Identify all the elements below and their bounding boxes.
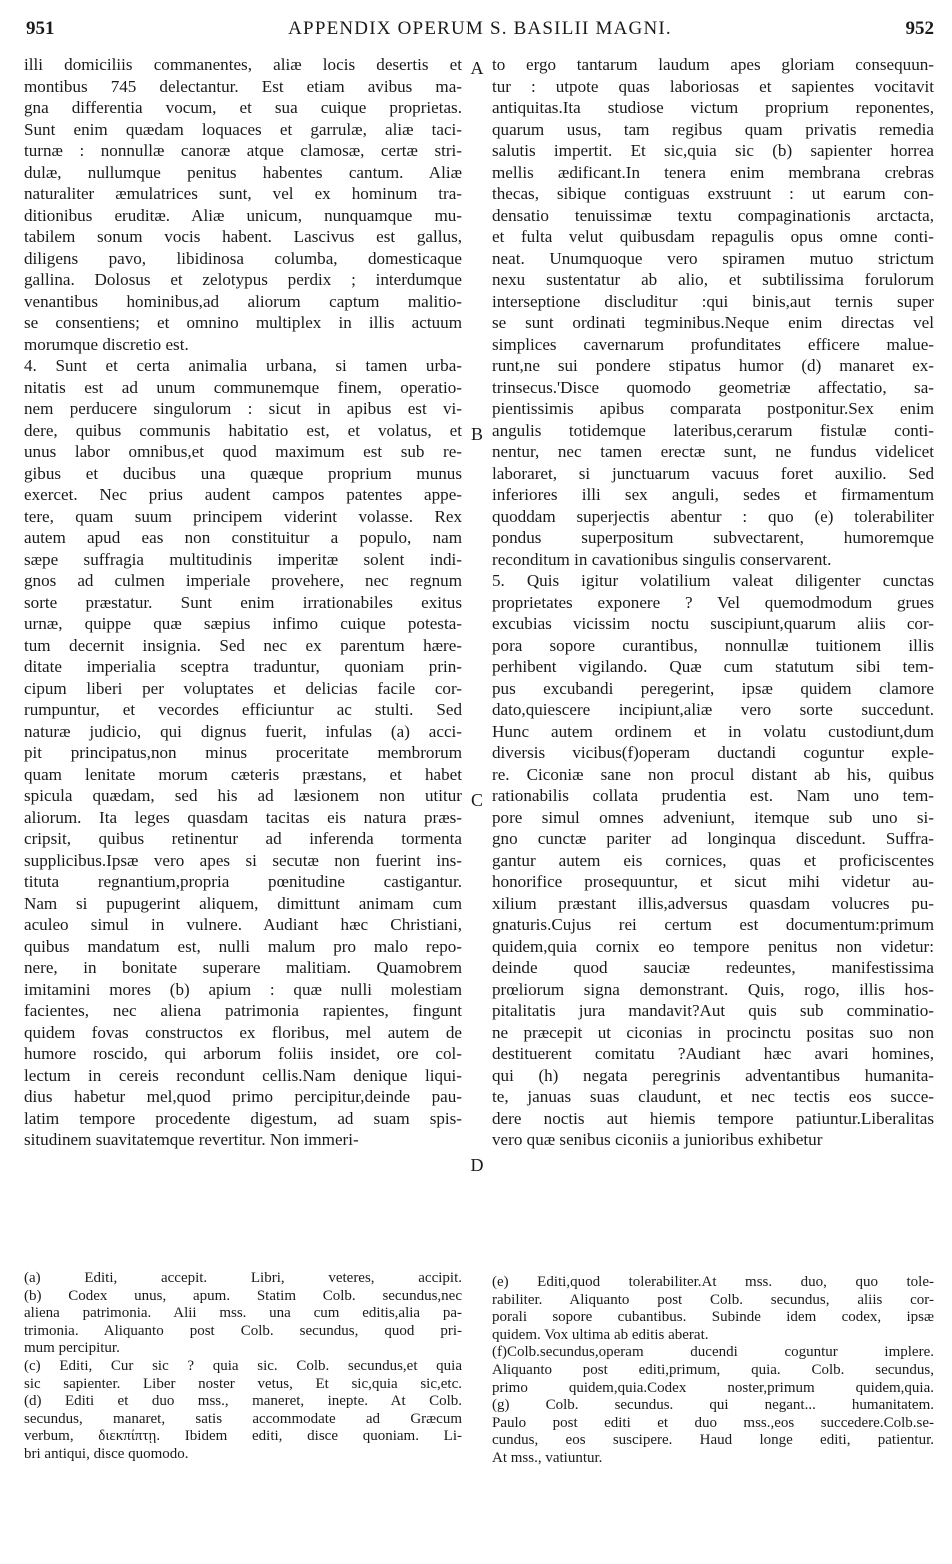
text-line: rumpuntur, et vecordes efficiuntur ac stulti. Sed (24, 700, 462, 719)
footnote-line: secundus, manaret, satis accommodate ad Græcum (24, 1410, 462, 1427)
text-line: runt,ne sui pondere stipatus humor (d) manaret ex- (492, 356, 934, 375)
text-line: dere, quibus communis habitatio est, et volatus, et (24, 420, 462, 440)
text-line: laboraret, si junctuarum vacuus foret auxilio. Sed (492, 463, 934, 483)
footnote-line: cundus, eos suscipere. Haud longe editi, patientur. (492, 1432, 934, 1449)
text-line: venantibus hominibus,ad aliorum captum malitio- (24, 291, 462, 311)
footnotes-right (492, 1274, 934, 1468)
text-line: Nam si pupugerint aliquem, dimittunt animam cum (24, 893, 462, 913)
page-number-right: 952 (905, 18, 934, 39)
text-line: pora sopore curantibus, nonnullæ tuitionem illis (492, 635, 934, 655)
footnote-line: (a) Editi, accepit. Libri, veteres, accipit. (24, 1270, 462, 1286)
margin-marker-b: B (470, 424, 483, 444)
text-line: salutis impertit. Et sic,quia sic (b) sapienter horrea (492, 141, 934, 160)
text-line: rationabilis collata prudentia est. Nam uno tem- (492, 786, 934, 805)
text-line: diligens pavo, libidinosa columba, domesticaque (24, 248, 462, 268)
right-text-column (492, 54, 934, 1151)
text-line: excubias vicissim noctu suscipiunt,quarum aliis cor- (492, 614, 934, 633)
running-header (26, 18, 934, 44)
text-line: Sunt enim quædam loquaces et garrulæ, aliæ taci- (24, 119, 462, 139)
footnote-line: (c) Editi, Cur sic ? quia sic. Colb. secundus,et quia (24, 1357, 462, 1374)
text-line: nitatis est ad unum communemque finem, operatio- (24, 377, 462, 397)
text-line: trinsecus.'Disce quomodo geometriæ affectatio, sa- (492, 377, 934, 397)
text-line: pondus superpositum subvectarent, humoremque (492, 528, 934, 547)
footnote-line: trimonia. Aliquanto post Colb. secundus, quod pri- (24, 1322, 462, 1339)
text-line: angulis totidemque lateribus,cerarum fistulæ conti- (492, 420, 934, 440)
text-line: pus excubandi peregerint, ipsæ quidem clamore (492, 678, 934, 698)
text-line: nere, in bonitate superare malitiam. Quamobrem (24, 958, 462, 977)
footnote-line: (f)Colb.secundus,operam ducendi coguntur implere. (492, 1344, 934, 1361)
text-line: situdinem suavitatemque revertitur. Non immeri- (24, 1130, 359, 1149)
text-line: lectum in cereis recondunt cellis.Nam denique liqui- (24, 1065, 462, 1085)
text-line: quarum usus, tam regibus quam privatis remedia (492, 119, 934, 139)
text-line: 5. Quis igitur volatilium valeat diligenter cunctas (492, 571, 934, 590)
page-number-left: 951 (26, 18, 55, 39)
text-line: reconditum in cavationibus singulis conservarent. (492, 549, 832, 569)
text-line: te, januas suas claudunt, et nec tectis eos succe- (492, 1087, 934, 1106)
text-line: proprietates exponere ? Vel quemodmodum grues (492, 592, 934, 612)
footnotes-left (24, 1270, 462, 1464)
text-line: quam lenitate morum cæteris præstans, et habet (24, 764, 462, 784)
text-line: gantur autem eis cornices, quas et proficiscentes (492, 850, 934, 870)
text-line: diversis vicibus(f)operam ductandi coguntur exple- (492, 743, 934, 762)
text-line: quibus mandatum est, nulli malum pro malo repo- (24, 936, 462, 956)
footnote-line: mum percipitur. (24, 1340, 120, 1357)
text-line: latim tempore procedente digestum, ad suam spis- (24, 1108, 462, 1128)
text-line: dulæ, nullumque penitus habentes cantum. Aliæ (24, 162, 462, 182)
text-line: honorifice prosequuntur, et sicut mihi videtur au- (492, 872, 934, 891)
text-line: gnos ad culmen imperiale provehere, nec regnum (24, 571, 462, 590)
footnote-line: aliena patrimonia. Alii mss. una cum editis,alia pa- (24, 1305, 462, 1322)
text-line: urnæ, quippe quæ sæpius infimo cuique potesta- (24, 614, 462, 633)
text-line: mellis ædificant.In tenera enim membrana crebras (492, 162, 934, 182)
text-line: ditionibus eruditæ. Aliæ unicum, nunquamque mu- (24, 205, 462, 225)
text-line: nem perducere singulorum : sicut in apibus est vi- (24, 399, 462, 418)
text-line: destituerent comitatu ?Audiant hæc avari homines, (492, 1044, 934, 1063)
footnote-line: (d) Editi et duo mss., maneret, inepte. At Colb. (24, 1393, 462, 1410)
footnote-line: primo quidem,quia.Codex noster,primum quidem,quia. (492, 1379, 934, 1396)
footnote-line: Aliquanto post editi,primum, quia. Colb. secundus, (492, 1361, 934, 1378)
footnote-line: (g) Colb. secundus. qui negant... humanitatem. (492, 1397, 934, 1414)
text-line: quidem fovas constructos ex floribus, mel autem de (24, 1022, 462, 1042)
text-line: deinde quod sauciæ redeuntes, manifestissima (492, 958, 934, 977)
text-line: dato,quiescere incipiunt,aliæ vero sorte succedunt. (492, 700, 934, 719)
text-line: imitamini mores (b) apium : quæ nulli molestiam (24, 979, 462, 999)
margin-marker-c: C (470, 790, 483, 810)
text-line: neat. Unumquoque vero spiramen mutuo strictum (492, 248, 934, 268)
text-line: tur : utpote quas laboriosas et sapientes vocitavit (492, 76, 934, 96)
text-line: autem apud eas non constituitur a populo, nam (24, 528, 462, 547)
text-line: tere, quam suum principem viderint volasse. Rex (24, 506, 462, 526)
text-line: prœliorum signa demonstrant. Quis, rogo, illis hos- (492, 979, 934, 999)
text-line: antiquitas.Ita studiose victum proprium reponentes, (492, 98, 934, 117)
text-line: densatio tenuissimæ textu compaginationis arctacta, (492, 205, 934, 225)
text-line: ne præcepit ut ciconias in procinctu positas suo non (492, 1022, 934, 1042)
text-line: simplices cavernarum profunditates efficere malue- (492, 334, 934, 354)
text-line: ditate imperialia sceptra traduntur, quoniam prin- (24, 657, 462, 676)
footnote-line: (b) Codex unus, apum. Statim Colb. secundus,nec (24, 1287, 462, 1304)
footnote-line: rabiliter. Aliquanto post Colb. secundus, aliis cor- (492, 1291, 934, 1308)
text-line: xilium præstant illis,adversus quasdam volucres pu- (492, 893, 934, 913)
text-line: inferiores illi sex anguli, sedes et firmamentum (492, 485, 934, 504)
text-line: qui (h) negata peregrinis adventantibus humanita- (492, 1065, 934, 1085)
text-line: facientes, nec aliena patrimonia rapientes, fingunt (24, 1001, 462, 1020)
text-line: sæpe suffragia multitudinis imperitæ solent indi- (24, 549, 462, 569)
text-line: sorte præstatur. Sunt enim irrationabiles exitus (24, 592, 462, 612)
footnote-line: verbum, διεκπίπτῃ. Ibidem editi, disce quoniam. Li- (24, 1428, 462, 1445)
text-line: unus labor omnibus,et quod maximum est sub re- (24, 442, 462, 461)
text-line: cipum liberi per voluptates et delicias facile cor- (24, 678, 462, 698)
text-line: gnaturis.Cujus rei certum est documentum:primum (492, 915, 934, 934)
footnote-line: (e) Editi,quod tolerabiliter.At mss. duo, quo tole- (492, 1274, 934, 1290)
text-line: quidem,quia cornix eo tempore penitus non videtur: (492, 936, 934, 956)
text-line: tum decernit insignia. Sed nec ex parentum hære- (24, 635, 462, 655)
text-line: thecas, sibique contiguas exstruunt : ut earum con- (492, 184, 934, 203)
footnote-line: At mss., vatiuntur. (492, 1449, 603, 1466)
text-line: aculeo simul in vulnere. Audiant hæc Christiani, (24, 915, 462, 934)
text-line: se sunt ordinati tegminibus.Neque enim directas vel (492, 313, 934, 332)
text-line: perhibent vigilando. Quæ cum statutum sibi tem- (492, 657, 934, 676)
text-line: 4. Sunt et certa animalia urbana, si tamen urba- (24, 356, 462, 375)
text-line: dere noctis aut hiemis tempore patiuntur.Liberalitas (492, 1108, 934, 1128)
left-text-column (24, 54, 462, 1151)
text-line: gno cunctæ pariter ad longinqua discedunt. Suffra- (492, 829, 934, 848)
text-line: illi domiciliis commanentes, aliæ locis desertis et (24, 55, 462, 74)
text-line: cripsit, quibus retinentur ad inferenda tormenta (24, 829, 462, 848)
margin-marker-d: D (470, 1155, 484, 1175)
text-line: nentur, nec tamen erectæ sunt, ne fundus videlicet (492, 442, 934, 461)
text-line: naturaliter æmulatrices sunt, vel ex hominum tra- (24, 184, 462, 203)
text-line: interseptione discluditur :qui binis,aut ternis super (492, 291, 934, 311)
text-line: aliorum. Ita leges quasdam tacitas eis natura præs- (24, 807, 462, 827)
text-line: Hunc autem ordinem et in volatu custodiunt,dum (492, 721, 934, 741)
footnote-line: porali sopore cubantibus. Subinde idem codex, ipsæ (492, 1309, 934, 1326)
text-line: re. Ciconiæ sane non procul distant ab his, quibus (492, 764, 934, 784)
margin-marker-a: A (470, 58, 484, 78)
text-line: spicula quædam, sed his ad læsionem non utitur (24, 786, 462, 805)
text-line: tabilem sonum vocis habent. Lascivus est gallus, (24, 227, 462, 246)
footnote-line: Paulo post editi et duo mss.,eos succedere.Colb.se- (492, 1414, 934, 1431)
text-line: tituta regnantium,propria pœnitudine castigantur. (24, 872, 462, 891)
text-line: exercet. Nec prius audent campos patentes appe- (24, 485, 462, 504)
text-line: gallina. Dolosus et zelotypus perdix ; interdumque (24, 270, 462, 289)
text-line: dius habetur mel,quod primo percipitur,deinde pau- (24, 1087, 462, 1106)
text-line: pitalitatis jura mandavit?Aut quis sub comminatio- (492, 1001, 934, 1020)
text-line: pore simul omnes adveniunt, itemque sub uno si- (492, 807, 934, 827)
running-title: APPENDIX OPERUM S. BASILII MAGNI. (288, 18, 672, 39)
footnote-line: quidem. Vox ultima ab editis aberat. (492, 1326, 709, 1343)
text-line: supplicibus.Ipsæ vero apes si secutæ non fuerint ins- (24, 850, 462, 870)
text-line: nexu sustentatur ab alio, et subtilissima forulorum (492, 270, 934, 289)
text-line: gibus et ducibus una quæque proprium munus (24, 463, 462, 483)
text-line: et fulta velut quibusdam repagulis opus omne conti- (492, 227, 934, 246)
text-line: turnæ : nonnullæ canoræ atque clamosæ, certæ stri- (24, 141, 462, 160)
text-line: humore roscido, qui arborum foliis insidet, ore col- (24, 1044, 462, 1063)
text-line: gna differentia vocum, et sua cuique proprietas. (24, 98, 462, 117)
footnote-line: sic sapienter. Liber noster vetus, Et sic,quia sic,etc. (24, 1375, 462, 1392)
text-line: naturæ judicio, qui dignus fuerit, infulas (a) acci- (24, 721, 462, 741)
text-line: vero quæ senibus ciconiis a junioribus exhibetur (492, 1130, 823, 1149)
text-line: se consentiens; et omnino multiplex in illis actuum (24, 313, 462, 332)
text-line: montibus 745 delectantur. Est etiam avibus ma- (24, 76, 462, 96)
text-line: quoddam superjectis abentur : quo (e) tolerabiliter (492, 506, 934, 526)
text-line: pit principatus,non minus proceritate membrorum (24, 743, 462, 762)
footnote-line: bri antiqui, disce quomodo. (24, 1445, 189, 1462)
text-line: pientissimis apibus comparata postponitur.Sex enim (492, 399, 934, 418)
text-line: morumque discretio est. (24, 334, 189, 354)
text-line: to ergo tantarum laudum apes gloriam consequun- (492, 55, 934, 74)
